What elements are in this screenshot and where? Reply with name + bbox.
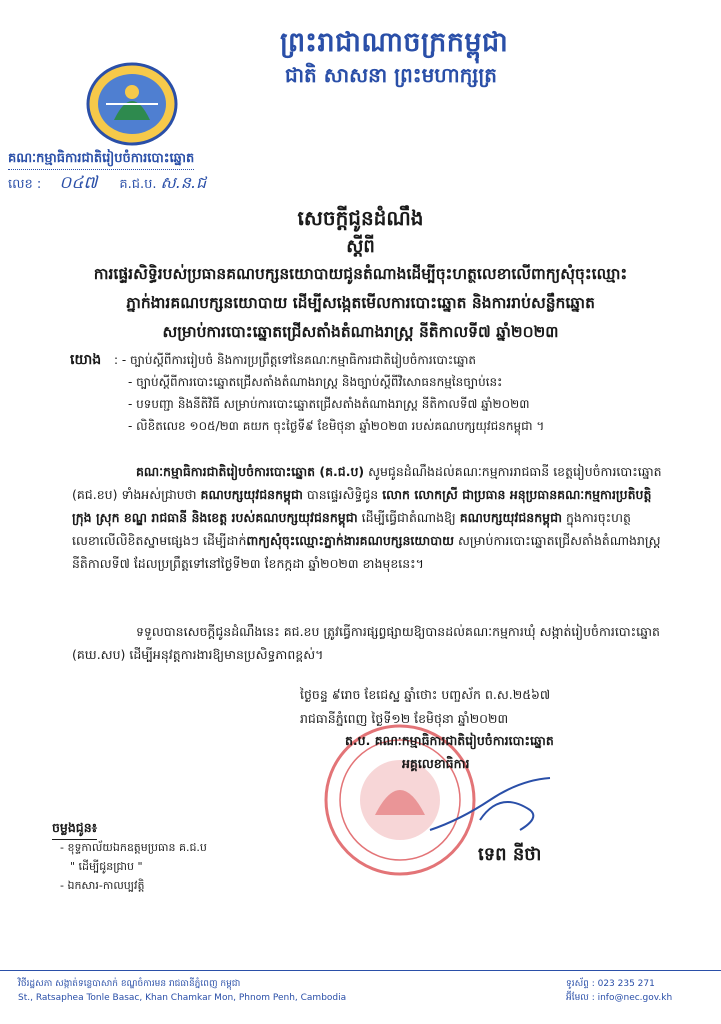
signatory-name: ទេព នីថា [478,844,542,865]
reference-item: : - ច្បាប់ស្តីពីការរៀបចំ និងការប្រព្រឹត្តទៅនៃគណៈកម្មាធិការជាតិរៀបចំការបោះឆ្នោត [128,349,544,371]
signatory-organization: ត.ប. គណៈកម្មាធិការជាតិរៀបចំការបោះឆ្នោត [345,733,554,748]
reference-code: គ.ជ.ប. [119,177,157,192]
body-text: បានផ្ទេរសិទ្ធិជូន [302,487,383,502]
phone-number: ទូរស័ព្ទ : 023 235 271 [566,979,655,989]
subject-line-1: ការផ្ទេរសិទ្ធិរបស់ប្រធានគណបក្សនយោបាយជូនតំណាងដើម្បីចុះហត្ថលេខាលើពាក្យសុំចុះឈ្មោះ [93,265,628,283]
handwritten-signature [420,770,570,840]
reference-number: ០៤៧ [59,173,98,193]
document-subtitle: ស្តីពី [346,236,375,257]
application-bold: ពាក្យសុំចុះឈ្មោះភ្នាក់ងារគណបក្សនយោបាយ [246,533,455,548]
sender-organization: គណៈកម្មាធិការជាតិរៀបចំការបោះឆ្នោត [8,150,194,170]
party-name-bold: គណបក្សយុវជនកម្ពុជា [459,510,562,525]
footer-divider [0,970,721,971]
distribution-item: - ឯកសារ-កាលប្បវត្តិ [60,879,145,892]
kingdom-heading: ព្រះរាជាណាចក្រកម្ពុជា [280,27,509,58]
distribution-item: - ខុទ្ទកាល័យឯកឧត្តមប្រធាន គ.ជ.ប [60,841,207,854]
body-paragraph-1 [72,460,672,575]
nec-logo [86,62,178,146]
body-text: សូមជូនដំណឹងដល់គណៈកម្មការរាជធានី ខេត្តរៀបចំការបោះឆ្នោត (គជ.ខប) ទាំងអស់ជ្រាបថា [72,464,662,502]
solar-date: រាជធានីភ្នំពេញ ថ្ងៃទី១២ ខែមិថុនា ឆ្នាំ២០២៣ [300,711,509,726]
distribution-list [60,838,207,895]
subject-line-2: ភ្នាក់ងារគណបក្សនយោបាយ ដើម្បីសង្កេតមើលការបោះឆ្នោត និងការរាប់សន្លឹកឆ្នោត [126,294,595,312]
reference-code-handwritten: ស.ន.ជ [160,173,207,192]
address-khmer: វិថីរដ្ឋសភា សង្កាត់ទន្លេបាសាក់ ខណ្ឌចំការមន រាជធានីភ្នំពេញ កម្ពុជា [18,979,241,989]
distribution-item: " ដើម្បីជូនជ្រាប " [70,860,143,873]
delegates-bold: លោក លោកស្រី ជាប្រធាន អនុប្រធានគណៈកម្មការប្រតិបត្តិ ក្រុង ស្រុក ខណ្ឌ រាជធានី និងខេត្ត របស់គណបក្សយុវជនកម្ពុជា [72,487,652,525]
document-title: សេចក្តីជូនដំណឹង [297,206,424,230]
subject-line-3: សម្រាប់ការបោះឆ្នោតជ្រើសតាំងតំណាងរាស្ត្រ នីតិកាលទី៧ ឆ្នាំ២០២៣ [162,323,559,341]
reference-item: - បទបញ្ជា និងនីតិវិធី សម្រាប់ការបោះឆ្នោតជ្រើសតាំងតំណាងរាស្ត្រ នីតិកាលទី៧ ឆ្នាំ២០២៣ [128,393,544,415]
address-english: St., Ratsaphea Tonle Basac, Khan Chamkar Mon, Phnom Penh, Cambodia [18,993,347,1003]
references-label: យោង [70,352,102,368]
footer-address [18,977,346,1005]
reference-label: លេខ : [8,177,42,192]
footer-contact [566,977,672,1005]
reference-item: - លិខិតលេខ ១០៥/២៣ គយក ចុះថ្ងៃទី៩ ខែមិថុនា ឆ្នាំ២០២៣ របស់គណបក្សយុវជនកម្ពុជា ។ [128,415,544,437]
distribution-label: ចម្លងជូន៖ [52,820,97,840]
email-address: អ៊ីមែល : info@nec.gov.kh [566,993,673,1003]
body-text: សម្រាប់ការបោះឆ្នោតជ្រើសតាំងតំណាងរាស្ត្រ នីតិកាលទី៧ ដែលប្រព្រឹត្តទៅនៅថ្ងៃទី២៣ ខែកក្កដា ឆ្នាំ២០២៣ ខាងមុខនេះ។ [72,533,661,571]
body-text: ដើម្បីធ្វើជាតំណាងឱ្យ [357,510,460,525]
references-list [128,349,544,437]
body-text: ក្នុងការចុះហត្ថលេខាលើលិខិតស្នាមផ្សេងៗ ដើម្បីដាក់ [72,510,631,548]
signatory-title: អគ្គលេខាធិការ [402,756,470,771]
party-name-bold: គណបក្សយុវជនកម្ពុជា [200,487,303,502]
reference-number-row [8,172,206,197]
reference-item: - ច្បាប់ស្តីពីការបោះឆ្នោតជ្រើសតាំងតំណាងរាស្ត្រ និងច្បាប់ស្តីពីវិសោធនកម្មនៃច្បាប់នេះ [128,371,544,393]
national-motto: ជាតិ សាសនា ព្រះមហាក្សត្រ [285,63,497,87]
lunar-date: ថ្ងៃចន្ទ ៩រោច ខែជេស្ឋ ឆ្នាំថោះ បញ្ចស័ក ព.ស.២៥៦៧ [300,687,551,702]
nec-name-bold: គណៈកម្មាធិការជាតិរៀបចំការបោះឆ្នោត (គ.ជ.ប) [136,464,365,479]
body-paragraph-2: ទទួលបានសេចក្តីជូនដំណឹងនេះ គជ.ខប ត្រូវធ្វើការផ្សព្វផ្សាយឱ្យបានដល់គណៈកម្មការឃុំ សង្កាត់រៀបចំការបោះឆ្នោត (គឃ.សប) ដើម្បីអនុវត្តការងារឱ្យមានប្រសិទ្ធភាពខ្ពស់។ [72,624,660,662]
